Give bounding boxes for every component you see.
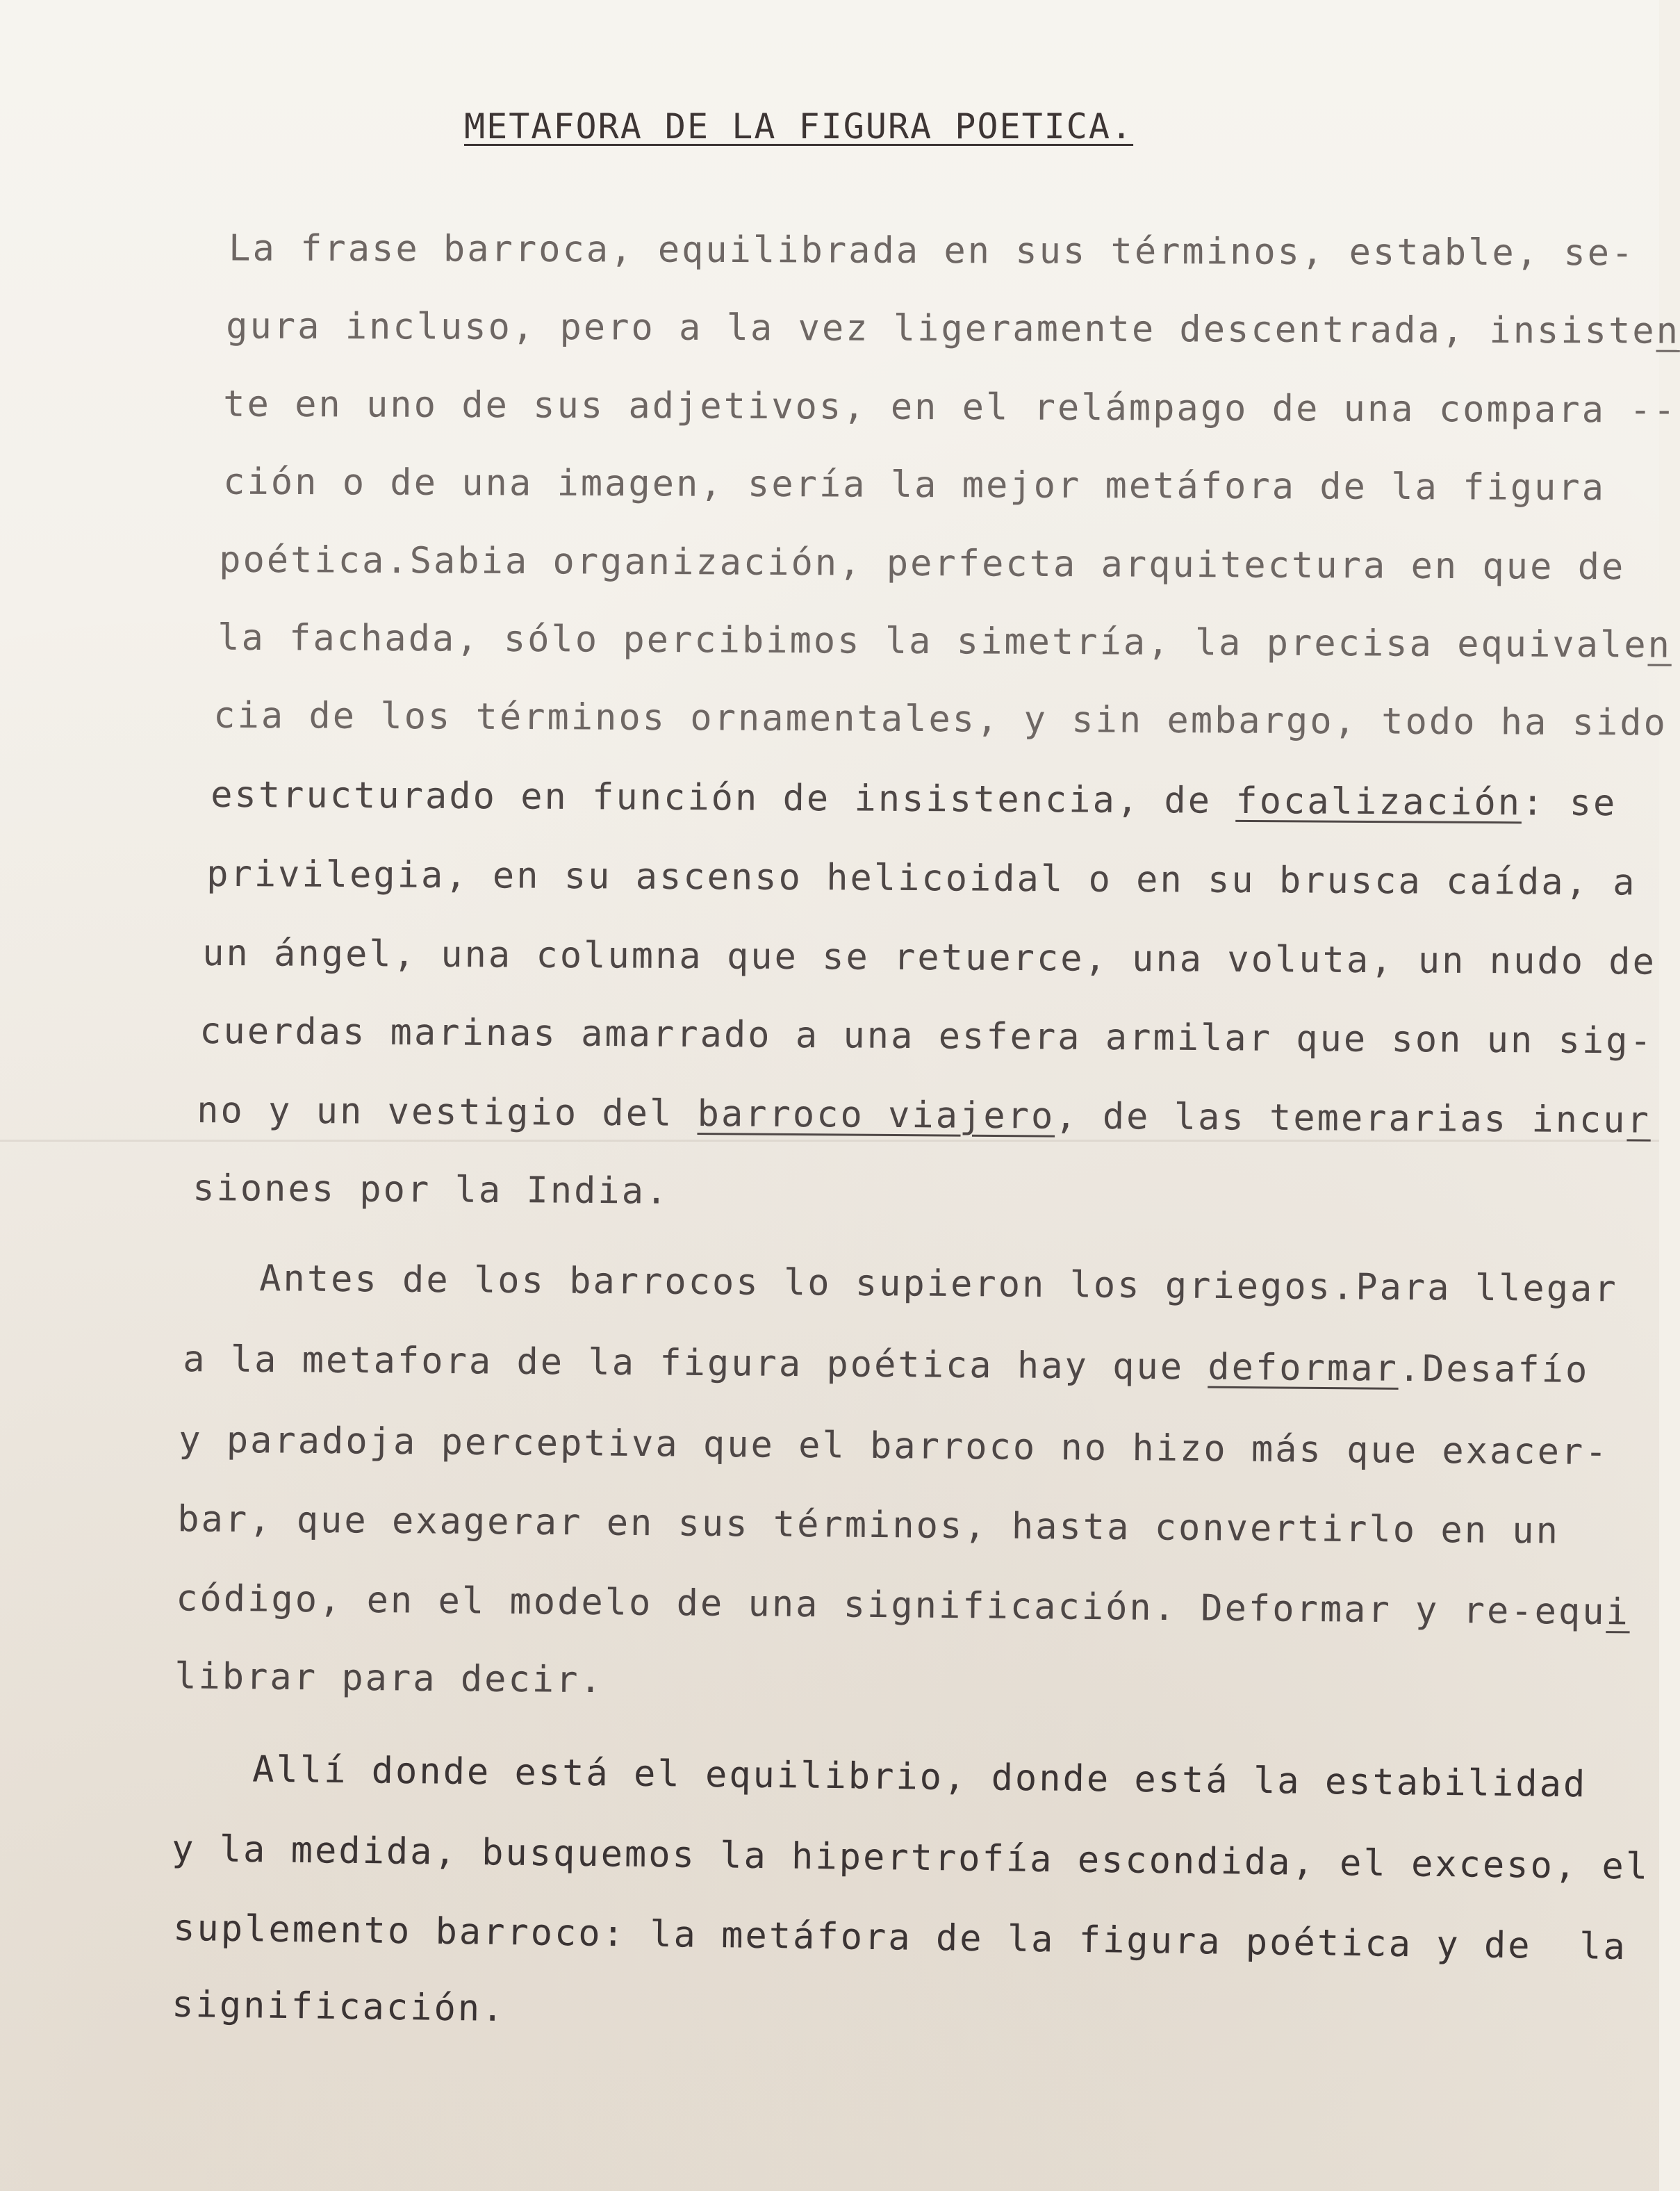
p1-line-1: La frase barroca, equilibrada en sus términos, estable, se- [229, 227, 1636, 274]
p2-line-6: librar para decir. [174, 1655, 604, 1702]
p3-line-3: suplemento barroco: la metáfora de la figura poética y de la [172, 1907, 1628, 1969]
p2-line-4: bar, que exagerar en sus términos, hasta convertirlo en un [176, 1498, 1560, 1552]
p1-line-3: te en uno de sus adjetivos, en el relámpago de una compara -- [223, 383, 1678, 432]
p1-line-10: un ángel, una columna que se retuerce, una voluta, un nudo de [202, 932, 1657, 983]
p1-line-6: la fachada, sólo percibimos la simetría, la precisa equivalen [217, 616, 1672, 666]
p1-line-9: privilegia, en su ascenso helicoidal o en su brusca caída, a [206, 853, 1637, 904]
p1-line-13: siones por la India. [192, 1167, 670, 1213]
p3-line-4: significación. [171, 1983, 506, 2030]
p1-line-11: cuerdas marinas amarrado a una esfera armilar que son un sig- [199, 1010, 1654, 1062]
p2-line-5: código, en el modelo de una significación. Deformar y re-equi [175, 1577, 1631, 1634]
p1-line-7: cia de los términos ornamentales, y sin embargo, todo ha sido [213, 694, 1668, 744]
p1-line-8: estructurado en función de insistencia, de focalización: se [211, 773, 1617, 825]
p3-line-1: Allí donde está el equilibrio, donde está la estabilidad [252, 1748, 1588, 1806]
p1-line-5: poética.Sabia organización, perfecta arquitectura en que de [219, 539, 1626, 589]
p3-line-2: y la medida, busquemos la hipertrofía escondida, el exceso, el [171, 1828, 1650, 1888]
p2-line-1: Antes de los barrocos lo supieron los griegos.Para llegar [258, 1258, 1618, 1311]
p1-line-2: gura incluso, pero a la vez ligeramente descentrada, insisten [226, 305, 1680, 352]
p1-line-12: no y un vestigio del barroco viajero, de las temerarias incur [197, 1089, 1652, 1142]
document-title: METAFORA DE LA FIGURA POETICA. [464, 106, 1134, 147]
p1-line-4: ción o de una imagen, sería la mejor metáfora de la figura [223, 461, 1606, 509]
p2-line-3: y paradoja perceptiva que el barroco no hizo más que exacer- [178, 1419, 1609, 1474]
p2-line-2: a la metafora de la figura poética hay que deformar.Desafío [182, 1338, 1590, 1391]
